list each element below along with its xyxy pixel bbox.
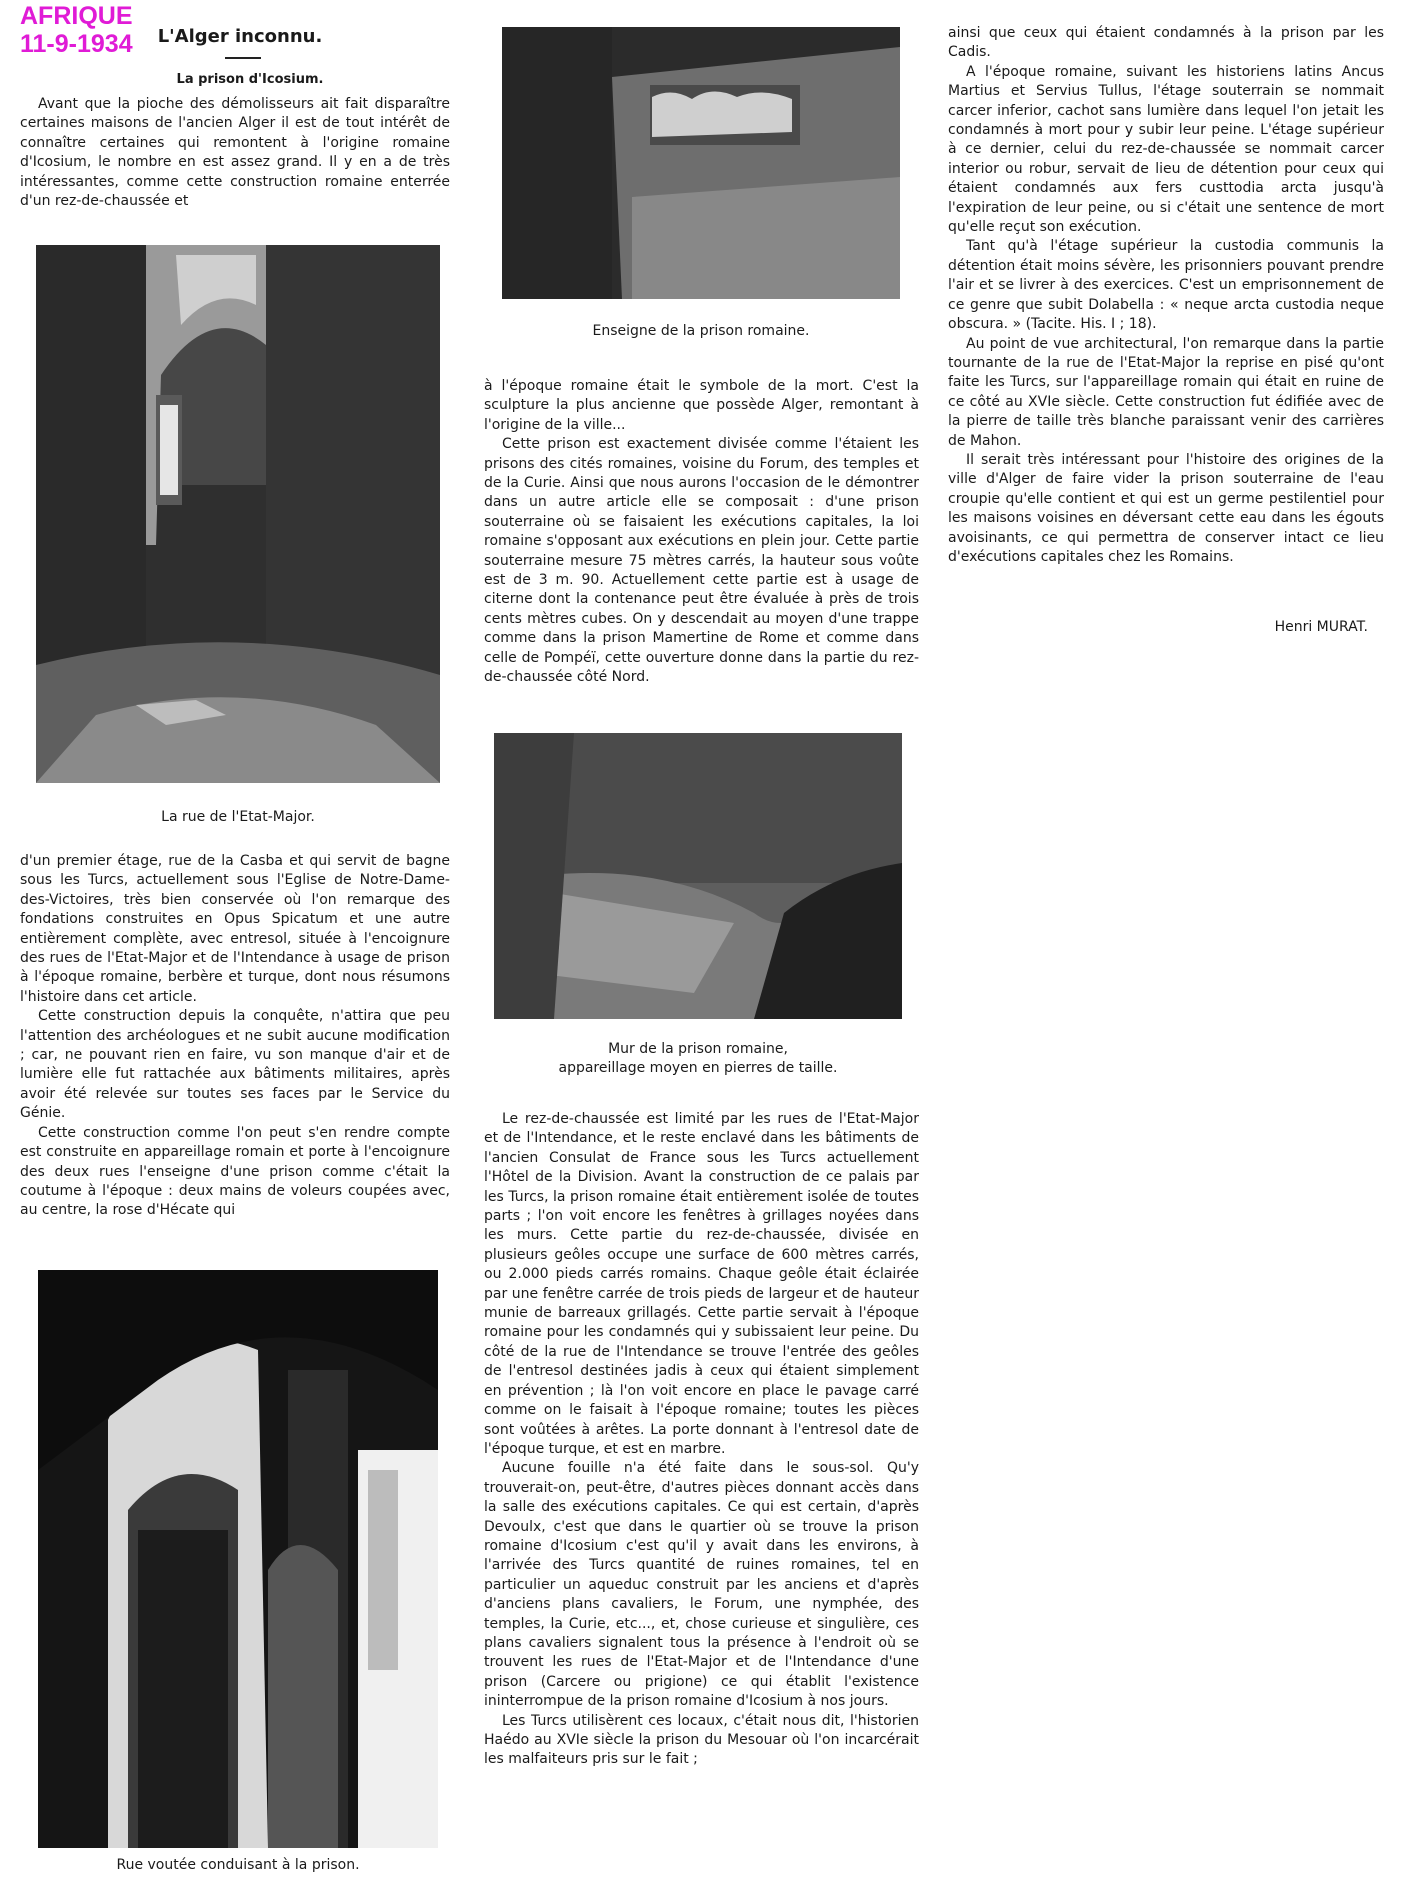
caption-photo2: Enseigne de la prison romaine.: [592, 323, 810, 339]
source-tag: [20, 2, 133, 58]
caption-photo1: La rue de l'Etat-Major.: [161, 809, 315, 825]
photo-rue-etat-major: [36, 245, 440, 783]
photo-rue-etat-major-image: [36, 245, 440, 783]
source-date: 11-9-1934: [20, 30, 133, 58]
paragraph: Cette prison est exactement divisée comme l'étaient les prisons des cités romaines, voisine du Forum, des temples et de la Curie. Ainsi que nous aurons l'occasion de le démontrer dans un autre article elle se composait : d'une prison souterraine où se faisaient les exécutions capitales, la loi romaine s'opposant aux exécutions en plein jour. Cette partie souterraine mesure 75 mètres carrés, la hauteur sous voûte est de 3 m. 90. Actuellement cette partie est à usage de citerne dont la contenance peut être évaluée à près de trois cents mètres cubes. On y descendait au moyen d'une trappe comme dans la prison Mamertine de Rome et comme dans celle de Pompéï, cette ouverture donne dans la partie du rez-de-chaussée côté Nord.: [484, 436, 919, 686]
caption-photo3-line2: appareillage moyen en pierres de taille.: [558, 1060, 838, 1076]
column2-bottom: [484, 1110, 919, 1770]
paragraph: à l'époque romaine était le symbole de la mort. C'est la sculpture la plus ancienne que possède Alger, remontant à l'origine de la ville...: [484, 378, 919, 433]
paragraph: Aucune fouille n'a été faite dans le sous-sol. Qu'y trouverait-on, peut-être, d'autres pièces donnant accès dans la salle des exécutions capitales. Ce qui est certain, d'après Devoulx, c'est que dans le quartier où se trouve la prison romaine d'Icosium c'est qu'il y avait dans les environs, à l'arrivée des Turcs quantité de ruines romaines, tel en particulier un aqueduc construit par les anciens et d'après d'anciens plans cavaliers, le Forum, une nymphée, des temples, la Curie, etc..., et, chose curieuse et singulière, ces plans cavaliers signalent tous la présence à l'endroit où se trouvent les rues de l'Etat-Major et de l'Intendance d'une prison (Carcere ou prigione) ce qui établit l'existence ininterrompue de la prison romaine d'Icosium à nos jours.: [484, 1460, 919, 1710]
paragraph: Il serait très intéressant pour l'histoire des origines de la ville d'Alger de faire vider la prison souterraine de l'eau croupie qu'elle contient et qui est un germe pestilentiel pour les maisons voisines en déversant cette eau dans les égouts avoisinants, ce qui permettra de conserver intact ce lieu d'exécutions capitales chez les Romains.: [948, 451, 1384, 565]
column1-top: [20, 95, 450, 211]
caption-photo4: Rue voutée conduisant à la prison.: [116, 1857, 360, 1873]
paragraph: Le rez-de-chaussée est limité par les rues de l'Etat-Major et de l'Intendance, et le reste enclavé dans les bâtiments de l'ancien Consulat de France sous les Turcs actuellement l'Hôtel de la Division. Avant la construction de ce palais par les Turcs, la prison romaine était entièrement isolée de toutes parts ; l'on voit encore les fenêtres à grillages noyées dans les murs. Cette partie du rez-de-chaussée, divisée en plusieurs geôles occupe une surface de 600 mètres carrés, ou 2.000 pieds carrés romains. Chaque geôle était éclairée par une fenêtre carrée de trois pieds de largeur et de hauteur munie de barreaux grillagés. Cette partie servait à l'époque romaine pour les condamnés qui y subissaient leur peine. Du côté de la rue de l'Intendance se trouve l'entrée des geôles de l'entresol destinées jadis à ceux qui étaient simplement en prévention ; là l'on voit encore en place le pavage carré comme on le faisait à l'époque romaine; toutes les pièces sont voûtées à arêtes. La porte donnant à l'entresol date de l'époque turque, et est en marbre.: [484, 1111, 919, 1457]
source-name: AFRIQUE: [20, 2, 133, 30]
paragraph: Avant que la pioche des démolisseurs ait fait disparaître certaines maisons de l'ancien Alger il est de tout intérêt de connaître certaines qui remontent à l'origine romaine d'Icosium, le nombre en est assez grand. Il y en a de très intéressantes, comme cette construction romaine enterrée d'un rez-de-chaussée et: [20, 96, 450, 210]
article-subtitle: La prison d'Icosium.: [176, 72, 324, 87]
photo-enseigne-image: [502, 27, 900, 299]
caption-photo3: [494, 1040, 902, 1078]
column3: [948, 24, 1384, 567]
paragraph: Au point de vue architectural, l'on remarque dans la partie tournante de la rue de l'Etat-Major la reprise en pisé qu'ont faite les Turcs, sur l'appareillage romain qui était en ruine de ce côté au XVIe siècle. Cette construction fut édifiée avec de la pierre de taille très blanche paraissant venir des carrières de Mahon.: [948, 335, 1384, 449]
photo-rue-voutee: [38, 1270, 438, 1848]
photo-rue-voutee-image: [38, 1270, 438, 1848]
title-divider: [225, 57, 261, 59]
photo-mur-prison-image: [494, 733, 902, 1019]
paragraph: d'un premier étage, rue de la Casba et qui servit de bagne sous les Turcs, actuellement sous l'Eglise de Notre-Dame-des-Victoires, très bien conservée où l'on remarque des fondations construites en Opus Spicatum et une autre entièrement complète, avec entresol, située à l'encoignure des rues de l'Etat-Major et de l'Intendance à usage de prison à l'époque romaine, berbère et turque, dont nous résumons l'histoire dans cet article.: [20, 853, 450, 1005]
paragraph: Cette construction depuis la conquête, n'attira que peu l'attention des archéologues et ne subit aucune modification ; car, ne pouvant rien en faire, vu son manque d'air et de lumière elle fut rattachée aux bâtiments militaires, après avoir été relevée sur toutes ses faces par le Service du Génie.: [20, 1008, 450, 1122]
caption-photo3-line1: Mur de la prison romaine,: [608, 1041, 788, 1057]
photo-enseigne: [502, 27, 900, 299]
article-title: L'Alger inconnu.: [157, 26, 323, 47]
column1-middle: [20, 852, 450, 1221]
paragraph: A l'époque romaine, suivant les historiens latins Ancus Martius et Servius Tullus, l'étage souterrain se nommait carcer inferior, cachot sans lumière dans lequel l'on jetait les condamnés à mort pour y subir leur peine. L'étage supérieur à ce dernier, celui du rez-de-chaussée se nommait carcer interior ou robur, servait de lieu de détention pour ceux qui étaient condamnés aux fers custtodia arcta jusqu'à l'expiration de leur peine, ou si c'était une sentence de mort qu'elle reçut son exécution.: [948, 63, 1384, 236]
paragraph: Tant qu'à l'étage supérieur la custodia communis la détention était moins sévère, les prisonniers pouvant prendre l'air et se livrer à des exercices. C'est un emprisonnement de ce genre que subit Dolabella : « neque arcta custodia neque obscura. » (Tacite. His. I ; 18).: [948, 238, 1384, 333]
author-signature: Henri MURAT.: [1274, 619, 1368, 635]
paragraph: Cette construction comme l'on peut s'en rendre compte est construite en appareillage romain et porte à l'encoignure des deux rues l'enseigne d'une prison comme c'était la coutume à l'époque : deux mains de voleurs coupées avec, au centre, la rose d'Hécate qui: [20, 1124, 450, 1219]
paragraph: Les Turcs utilisèrent ces locaux, c'était nous dit, l'historien Haédo au XVIe siècle la prison du Mesouar où l'on incarcérait les malfaiteurs pris sur le fait ;: [484, 1712, 919, 1768]
photo-mur-prison: [494, 733, 902, 1019]
column2-top: [484, 377, 919, 688]
paragraph: ainsi que ceux qui étaient condamnés à la prison par les Cadis.: [948, 25, 1384, 61]
